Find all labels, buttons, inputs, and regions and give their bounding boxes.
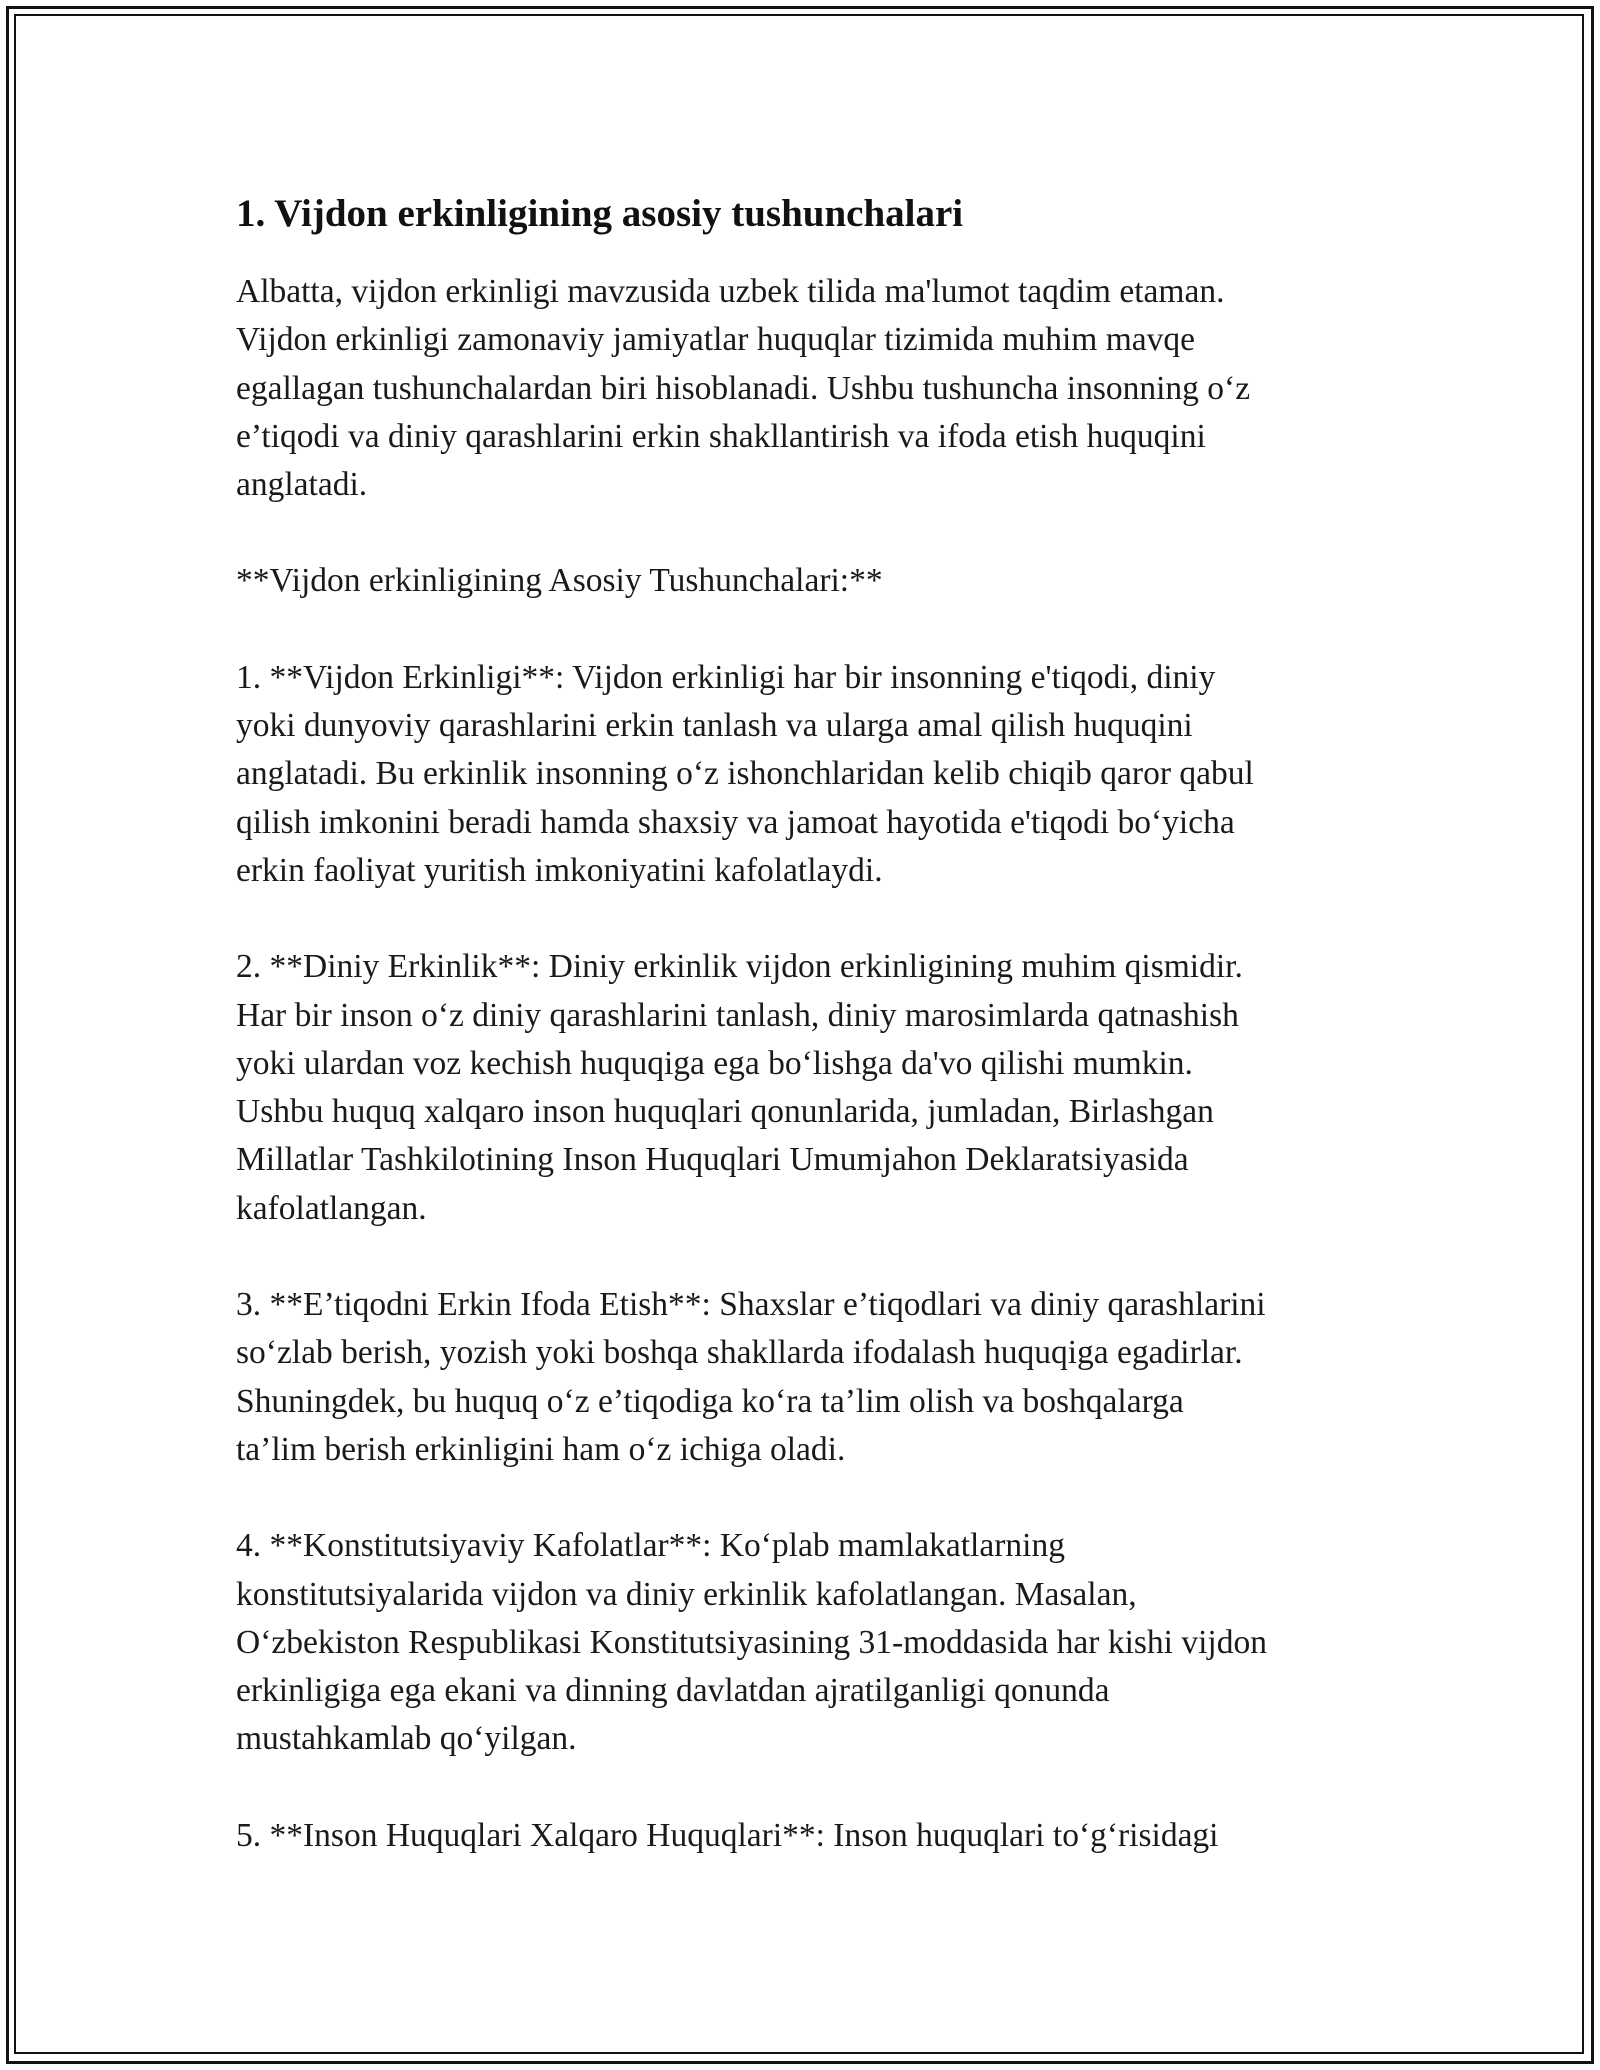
intro-paragraph: Albatta, vijdon erkinligi mavzusida uzbek tilida ma'lumot taqdim etaman. Vijdon erkinligi zamonaviy jamiyatlar huquqlar tizimida muhim mavqe egallagan tushunchalardan biri hisoblanadi. Ushbu tushuncha insonning o‘z e’tiqodi va diniy qarashlarini erkin shakllantirish va ifoda etish huquqini anglatadi. [236, 273, 1251, 504]
document-body [236, 188, 1376, 1860]
list-item-4-paragraph: 4. **Konstitutsiyaviy Kafolatlar**: Ko‘plab mamlakatlarning konstitutsiyalarida vijdon va diniy erkinlik kafolatlangan. Masalan, O‘zbekiston Respublikasi Konstitutsiyasining 31-moddasida har kishi vijdon erkinligiga ega ekani va dinning davlatdan ajratilganligi qonunda mustahkamlab qo‘yilgan. [236, 1527, 1267, 1758]
section-heading: 1. Vijdon erkinligining asosiy tushunchalari [236, 192, 964, 235]
list-item-5-paragraph: 5. **Inson Huquqlari Xalqaro Huquqlari**: Inson huquqlari to‘g‘risidagi [236, 1816, 1219, 1854]
list-item-2-paragraph: 2. **Diniy Erkinlik**: Diniy erkinlik vijdon erkinligining muhim qismidir. Har bir inson o‘z diniy qarashlarini tanlash, diniy marosimlarda qatnashish yoki ulardan voz kechish huquqiga ega bo‘lishga da'vo qilishi mumkin. Ushbu huquq xalqaro inson huquqlari qonunlarida, jumladan, Birlashgan Millatlar Tashkilotining Inson Huquqlari Umumjahon Deklaratsiyasida kafolatlangan. [236, 948, 1243, 1227]
list-item-3-paragraph: 3. **E’tiqodni Erkin Ifoda Etish**: Shaxslar e’tiqodlari va diniy qarashlarini so‘zlab berish, yozish yoki boshqa shakllarda ifodalash huquqiga egadirlar. Shuningdek, bu huquq o‘z e’tiqodiga ko‘ra ta’lim olish va boshqalarga ta’lim berish erkinligini ham o‘z ichiga oladi. [236, 1286, 1266, 1468]
subheading-paragraph: **Vijdon erkinligining Asosiy Tushunchalari:** [236, 562, 883, 600]
list-item-1-paragraph: 1. **Vijdon Erkinligi**: Vijdon erkinligi har bir insonning e'tiqodi, diniy yoki dunyoviy qarashlarini erkin tanlash va ularga amal qilish huquqini anglatadi. Bu erkinlik insonning o‘z ishonchlaridan kelib chiqib qaror qabul qilish imkonini beradi hamda shaxsiy va jamoat hayotida e'tiqodi bo‘yicha erkin faoliyat yuritish imkoniyatini kafolatlaydi. [236, 658, 1254, 889]
